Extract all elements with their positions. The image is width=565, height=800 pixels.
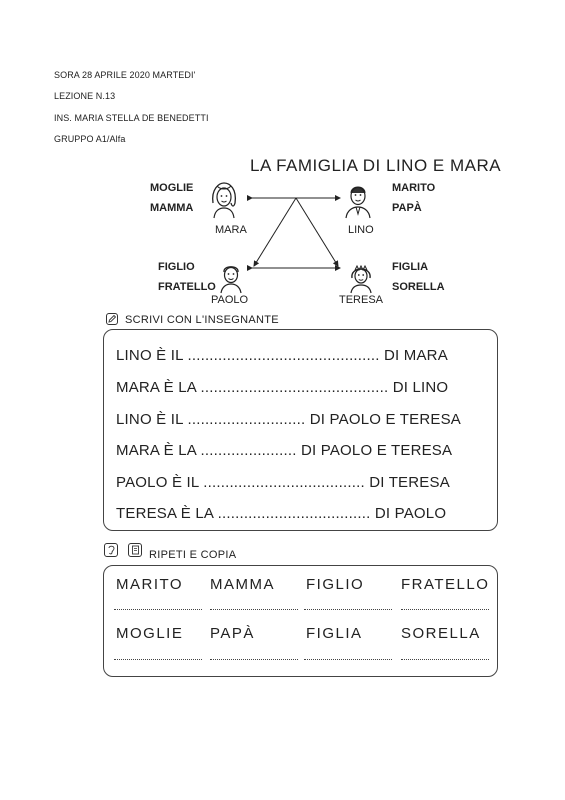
blank-row2-1 bbox=[114, 657, 202, 660]
mara-name: MARA bbox=[215, 224, 247, 236]
teresa-role-1: FIGLIA bbox=[392, 261, 429, 273]
lino-role-1: MARITO bbox=[392, 182, 436, 194]
mara-role-2: MAMMA bbox=[150, 202, 194, 214]
notebook-icon bbox=[128, 543, 142, 557]
relation-arrows bbox=[0, 0, 565, 320]
paolo-name: PAOLO bbox=[211, 294, 249, 306]
blank-row1-4 bbox=[401, 607, 489, 610]
parent-child-arrow-right bbox=[296, 198, 338, 266]
word-row1-2: MAMMA bbox=[210, 576, 275, 593]
blank-row1-1 bbox=[114, 607, 202, 610]
blank-row1-2 bbox=[210, 607, 298, 610]
sentence-1: LINO È IL ............................................ DI MARA bbox=[116, 347, 448, 364]
word-row1-3: FIGLIO bbox=[306, 576, 365, 593]
word-row2-3: FIGLIA bbox=[306, 625, 363, 642]
lino-name: LINO bbox=[348, 224, 374, 236]
blank-row2-4 bbox=[401, 657, 489, 660]
header-teacher: INS. MARIA STELLA DE BENEDETTI bbox=[54, 113, 209, 123]
teresa-role-2: SORELLA bbox=[392, 281, 445, 293]
teresa-name: TERESA bbox=[339, 294, 384, 306]
pencil-icon bbox=[106, 313, 118, 325]
sentence-5: PAOLO È IL ..................................... DI TERESA bbox=[116, 474, 450, 491]
mara-role-1: MOGLIE bbox=[150, 182, 194, 194]
header-date: SORA 28 APRILE 2020 MARTEDI' bbox=[54, 70, 196, 80]
lino-role-2: PAPÀ bbox=[392, 202, 422, 214]
ear-icon bbox=[104, 543, 118, 557]
sentence-4: MARA È LA ...................... DI PAOLO E TERESA bbox=[116, 442, 453, 459]
word-row1-4: FRATELLO bbox=[401, 576, 490, 593]
sentence-3: LINO È IL ........................... DI PAOLO E TERESA bbox=[116, 411, 461, 428]
parent-child-arrow-left bbox=[254, 198, 296, 266]
word-row1-1: MARITO bbox=[116, 576, 184, 593]
page-title: LA FAMIGLIA DI LINO E MARA bbox=[250, 156, 502, 175]
word-row2-4: SORELLA bbox=[401, 625, 481, 642]
word-row2-2: PAPÀ bbox=[210, 625, 255, 642]
sentence-2: MARA È LA ........................................... DI LINO bbox=[116, 379, 449, 396]
paolo-role-1: FIGLIO bbox=[158, 261, 195, 273]
blank-row2-2 bbox=[210, 657, 298, 660]
header-lesson: LEZIONE N.13 bbox=[54, 91, 116, 101]
word-row2-1: MOGLIE bbox=[116, 625, 184, 642]
blank-row1-3 bbox=[304, 607, 392, 610]
blank-row2-3 bbox=[304, 657, 392, 660]
sentence-6: TERESA È LA ................................... DI PAOLO bbox=[116, 505, 447, 522]
header-group: GRUPPO A1/Alfa bbox=[54, 134, 126, 144]
section2-label: RIPETI E COPIA bbox=[149, 549, 237, 561]
paolo-role-2: FRATELLO bbox=[158, 281, 216, 293]
section1-label: SCRIVI CON L'INSEGNANTE bbox=[125, 314, 279, 326]
